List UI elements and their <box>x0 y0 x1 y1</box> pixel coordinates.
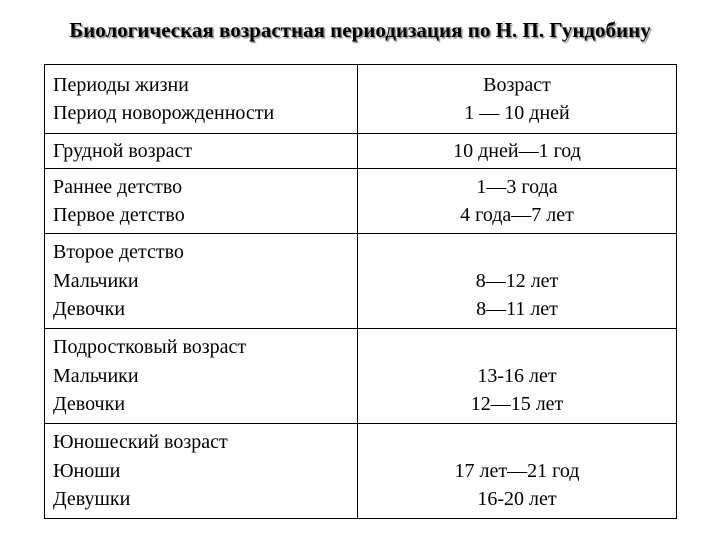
period-label: Мальчики <box>53 364 139 387</box>
periodization-table <box>44 64 677 519</box>
period-label: Первое детство <box>53 204 185 226</box>
period-cell <box>45 329 358 424</box>
age-cell <box>358 329 677 424</box>
age-value: 16-20 лет <box>477 488 557 511</box>
column-header-period: Периоды жизни <box>53 73 189 96</box>
age-value: 13-16 лет <box>477 364 557 387</box>
age-value: 12—15 лет <box>470 393 564 416</box>
age-value: 8—12 лет <box>475 269 559 292</box>
table-row <box>45 234 677 329</box>
period-label: Мальчики <box>53 269 139 292</box>
age-cell <box>358 134 677 169</box>
period-label: Девочки <box>53 393 126 416</box>
period-label: Девочки <box>53 298 126 321</box>
age-cell <box>358 169 677 234</box>
table-row <box>45 424 677 519</box>
table-row <box>45 134 677 169</box>
age-value: 8—11 лет <box>476 298 558 321</box>
age-value: 10 дней—1 год <box>453 139 581 162</box>
period-label: Подростковый возраст <box>53 336 247 359</box>
age-value: 1 — 10 дней <box>464 102 570 124</box>
age-cell <box>358 424 677 519</box>
age-cell <box>358 234 677 329</box>
period-cell <box>45 134 358 169</box>
period-cell <box>45 169 358 234</box>
age-value: 1—3 года <box>476 175 558 198</box>
table-row <box>45 169 677 234</box>
age-value: 17 лет—21 год <box>454 459 580 482</box>
period-label: Раннее детство <box>53 175 183 198</box>
period-cell <box>45 424 358 519</box>
period-label: Девушки <box>53 488 131 511</box>
period-label: Грудной возраст <box>53 139 193 162</box>
column-header-age: Возраст <box>483 73 551 96</box>
table-row <box>45 65 677 134</box>
period-label: Второе детство <box>53 241 184 264</box>
period-label: Юношеский возраст <box>53 431 228 454</box>
period-cell <box>45 65 358 134</box>
period-cell <box>45 234 358 329</box>
age-cell <box>358 65 677 134</box>
page-title: Биологическая возрастная периодизация по Н. П. Гундобину <box>69 18 651 42</box>
period-label: Период новорожденности <box>53 102 275 124</box>
age-value: 4 года—7 лет <box>460 204 574 226</box>
table-row <box>45 329 677 424</box>
period-label: Юноши <box>53 459 121 482</box>
